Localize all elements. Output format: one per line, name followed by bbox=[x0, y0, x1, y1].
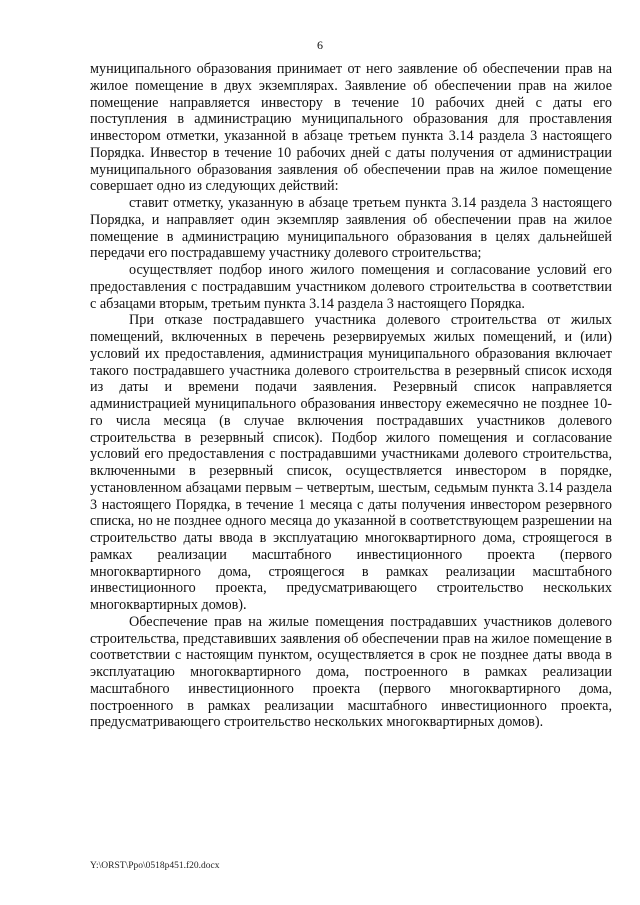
paragraph: При отказе пострадавшего участника долевого строительства от жилых помещений, включенных в перечень резервируемых жилых помещений, и (или) условий их предоставления, администрация муниципального образования включает такого пострадавшего участника долевого строительства в резервный список исходя из даты и времени подачи заявления. Резервный список направляется администрацией муниципального образования инвестору ежемесячно не позднее 10-го числа месяца (в случае включения пострадавших участников долевого строительства в резервный список). Подбор жилого помещения и согласование условий его предоставления с пострадавшими участниками долевого строительства, включенными в резервный список, осуществляется инвестором в порядке, установленном абзацами первым – четвертым, шестым, седьмым пункта 3.14 раздела 3 настоящего Порядка, в течение 1 месяца с даты получения инвестором резервного списка, но не позднее одного месяца до указанной в соответствующем разрешении на строительство даты ввода в эксплуатацию многоквартирного дома, строящегося в рамках реализации масштабного инвестиционного проекта (первого многоквартирного дома, строящегося в рамках реализации масштабного инвестиционного проекта, предусматривающего строительство нескольких многоквартирных домов). bbox=[90, 312, 612, 613]
paragraph: осуществляет подбор иного жилого помещения и согласование условий его предоставления с пострадавшим участником долевого строительства в соответствии с абзацами вторым, третьим пункта 3.14 раздела 3 настоящего Порядка. bbox=[90, 262, 612, 312]
footer-file-path: Y:\ORST\Ppo\0518p451.f20.docx bbox=[90, 861, 220, 871]
paragraph: ставит отметку, указанную в абзаце третьем пункта 3.14 раздела 3 настоящего Порядка, и направляет один экземпляр заявления об обеспечении прав на жилое помещение в администрацию муниципального образования в целях дальнейшей передачи его пострадавшему участнику долевого строительства; bbox=[90, 195, 612, 262]
document-body bbox=[90, 61, 612, 731]
paragraph: Обеспечение прав на жилые помещения пострадавших участников долевого строительства, представивших заявления об обеспечении прав на жилое помещение в соответствии с настоящим пунктом, осуществляется в срок не позднее даты ввода в эксплуатацию многоквартирного дома, построенного в рамках реализации масштабного инвестиционного проекта (первого многоквартирного дома, построенного в рамках реализации масштабного инвестиционного проекта, предусматривающего строительство нескольких многоквартирных домов). bbox=[90, 613, 612, 731]
paragraph: муниципального образования принимает от него заявление об обеспечении прав на жилое помещение в двух экземплярах. Заявление об обеспечении прав на жилое помещение направляется инвестору в течение 10 рабочих дней с даты его поступления в администрацию муниципального образования для проставления инвестором отметки, указанной в абзаце третьем пункта 3.14 раздела 3 настоящего Порядка. Инвестор в течение 10 рабочих дней с даты получения от администрации муниципального образования заявления об обеспечении прав на жилое помещение совершает одно из следующих действий: bbox=[90, 61, 612, 195]
page-number: 6 bbox=[317, 38, 323, 52]
